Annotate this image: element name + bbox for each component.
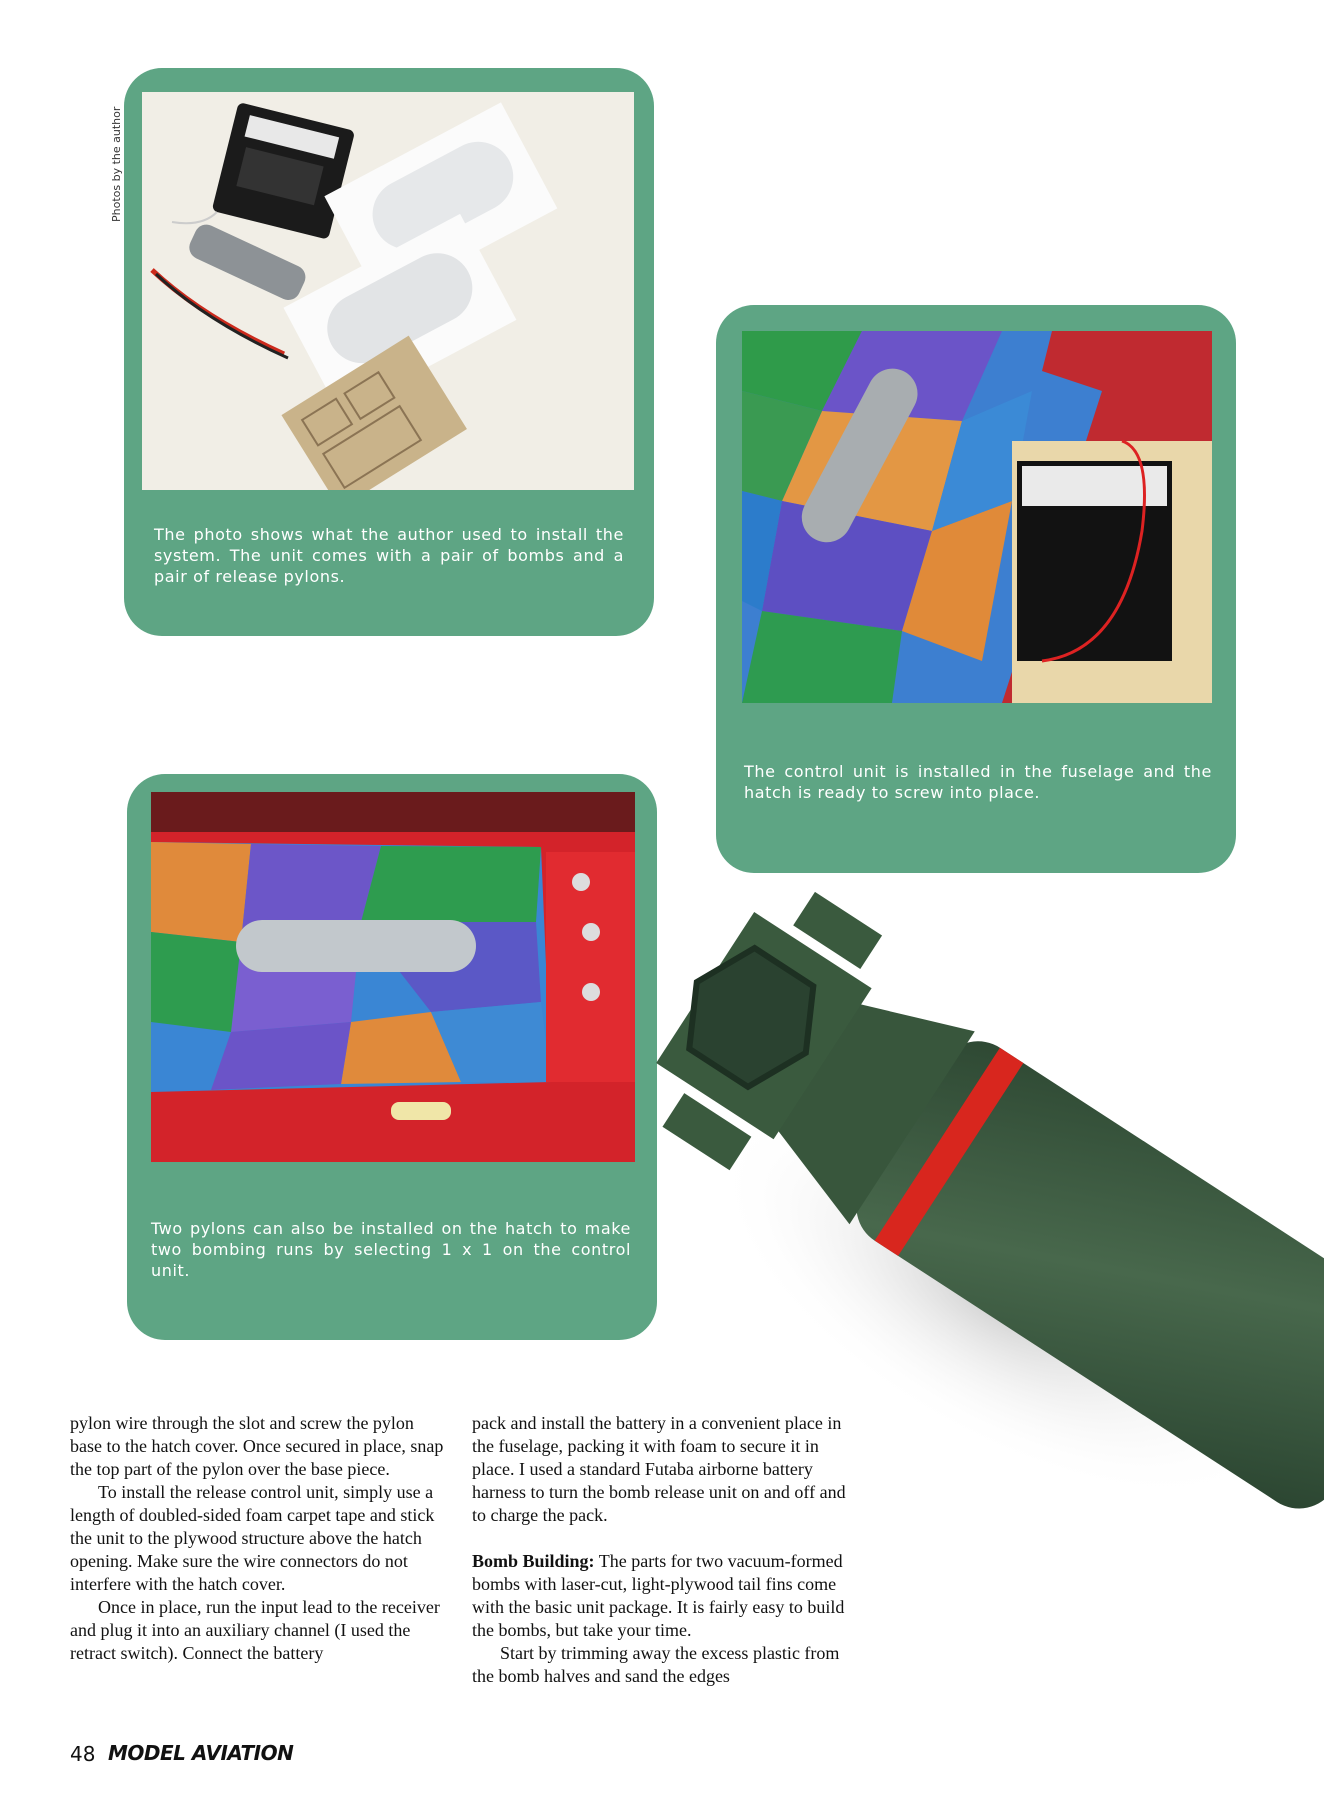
body-paragraph — [472, 1550, 847, 1642]
photo-hatch-pylon — [151, 792, 635, 1162]
section-text: The parts for two vacuum-formed bombs with laser-cut, light-plywood tail fins come with the basic unit package. It is fairly easy to build the bombs, but take your time. — [472, 1551, 845, 1640]
body-paragraph: Once in place, run the input lead to the receiver and plug it into an auxiliary channel (I used the retract switch). Connect the battery — [70, 1597, 440, 1663]
section-heading: Bomb Building: — [472, 1551, 595, 1571]
body-paragraph: pack and install the battery in a convenient place in the fuselage, packing it with foam to secure it in place. I used a standard Futaba airborne battery harness to turn the bomb release unit on and off and to charge the pack. — [472, 1413, 846, 1525]
photo-card-1 — [124, 68, 654, 636]
caption-3: Two pylons can also be installed on the hatch to make two bombing runs by selecting 1 x 1 on the control unit. — [151, 1219, 631, 1280]
caption-2: The control unit is installed in the fuselage and the hatch is ready to screw into place. — [744, 762, 1212, 802]
photo-bomb-kit — [142, 92, 634, 490]
photo-card-3 — [127, 774, 657, 1340]
body-paragraph: To install the release control unit, simply use a length of doubled-sided foam carpet tape and stick the unit to the plywood structure above the hatch opening. Make sure the wire connectors do not interfere with the hatch cover. — [70, 1482, 435, 1594]
caption-1: The photo shows what the author used to install the system. The unit comes with a pair of bombs and a pair of release pylons. — [154, 525, 624, 586]
magazine-logo: MODEL AVIATION — [108, 1741, 294, 1765]
body-column-1 — [70, 1412, 445, 1665]
body-paragraph: pylon wire through the slot and screw the pylon base to the hatch cover. Once secured in place, snap the top part of the pylon over the base piece. — [70, 1413, 444, 1479]
photo-control-unit — [742, 331, 1212, 703]
photo-card-2 — [716, 305, 1236, 873]
page-number: 48 — [70, 1742, 96, 1766]
body-column-2 — [472, 1412, 847, 1688]
photo-credit: Photos by the author — [110, 106, 123, 222]
body-paragraph: Start by trimming away the excess plastic from the bomb halves and sand the edges — [472, 1643, 840, 1686]
